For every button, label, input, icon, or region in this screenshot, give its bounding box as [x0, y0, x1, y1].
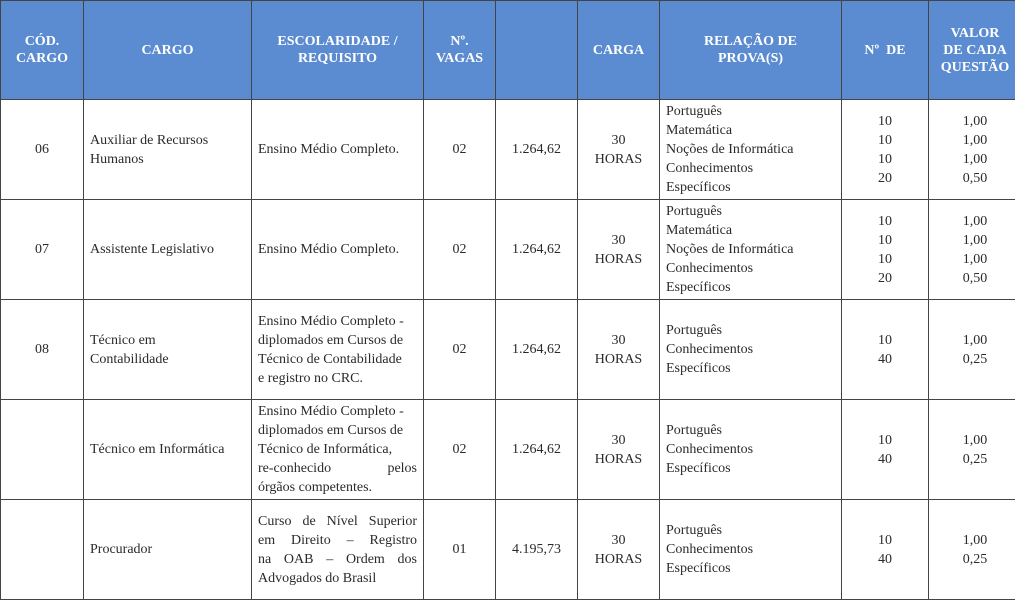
- carga-line: 30: [611, 432, 626, 448]
- salario-cell: 1.264,62: [496, 300, 578, 400]
- header-line: REQUISITO: [297, 51, 378, 66]
- nde-line: 10: [878, 251, 892, 267]
- header-vagas: [424, 1, 496, 100]
- table-row: [1, 300, 1015, 400]
- escolaridade-line: órgãos competentes.: [258, 480, 373, 495]
- header-line: PROVA(S): [717, 51, 784, 66]
- escolaridade-line: Advogados do Brasil: [258, 570, 377, 586]
- cargo-line: Contabilidade: [90, 351, 169, 367]
- escolaridade-line: Curso de Nível Superior: [258, 513, 417, 529]
- nde-cell: [842, 500, 929, 600]
- header-salario: [496, 1, 578, 100]
- prova-line: Específicos: [666, 361, 731, 376]
- carga-cell: [578, 100, 660, 200]
- escolaridade-line: e registro no CRC.: [258, 370, 363, 386]
- escolaridade-cell: [252, 400, 424, 500]
- valor-line: 1,00: [962, 132, 988, 148]
- header-nde: [842, 1, 929, 100]
- valor-cell: [929, 400, 1015, 500]
- nde-line: 10: [878, 432, 892, 448]
- prova-line: Português: [666, 323, 722, 338]
- header-line: CARGO: [15, 51, 69, 66]
- nde-line: 10: [878, 113, 892, 129]
- cargo-cell: [84, 400, 252, 500]
- cargo-cell: [84, 500, 252, 600]
- escolaridade-line: Ensino Médio Completo.: [258, 242, 400, 257]
- header-cargo: [84, 1, 252, 100]
- escolaridade-line: re-conhecido pelos: [258, 461, 417, 476]
- cargo-cell: [84, 100, 252, 200]
- prova-line: Noções de Informática: [666, 142, 794, 157]
- header-cod: [1, 1, 84, 100]
- prova-cell: [660, 400, 842, 500]
- nde-cell: [842, 300, 929, 400]
- prova-line: Específicos: [666, 280, 731, 295]
- table-row: [1, 100, 1015, 200]
- valor-cell: [929, 300, 1015, 400]
- header-line: CÓD.: [24, 34, 60, 49]
- vagas-cell: 02: [424, 400, 496, 500]
- valor-line: 1,00: [962, 232, 988, 248]
- cod-cell: 06: [1, 100, 84, 200]
- nde-line: 20: [878, 270, 892, 286]
- escolaridade-line: diplomados em Cursos de: [258, 423, 404, 438]
- cargo-cell: [84, 200, 252, 300]
- header-line: QUESTÃO: [940, 59, 1010, 75]
- valor-cell: [929, 200, 1015, 300]
- carga-line: HORAS: [594, 551, 643, 567]
- escolaridade-cell: [252, 500, 424, 600]
- nde-line: 10: [878, 232, 892, 248]
- valor-line: 1,00: [962, 432, 988, 448]
- carga-line: 30: [611, 332, 626, 348]
- prova-cell: [660, 100, 842, 200]
- cod-cell: 07: [1, 200, 84, 300]
- header-line: DE CADA: [943, 42, 1007, 58]
- valor-cell: [929, 500, 1015, 600]
- header-escolaridade: [252, 1, 424, 100]
- prova-line: Conhecimentos: [666, 542, 754, 557]
- carga-cell: [578, 400, 660, 500]
- prova-line: Conhecimentos: [666, 261, 754, 276]
- escolaridade-line: Ensino Médio Completo.: [258, 142, 400, 157]
- cargo-line: Assistente Legislativo: [90, 242, 215, 257]
- escolaridade-line: Ensino Médio Completo -: [258, 404, 404, 419]
- nde-line: 10: [878, 532, 892, 548]
- header-carga: [578, 1, 660, 100]
- carga-cell: [578, 300, 660, 400]
- prova-line: Específicos: [666, 561, 731, 576]
- prova-line: Conhecimentos: [666, 442, 754, 457]
- prova-line: Português: [666, 104, 722, 119]
- header-prova: [660, 1, 842, 100]
- header-line: CARGA: [592, 42, 645, 58]
- valor-line: 1,00: [962, 151, 988, 167]
- salario-cell: 4.195,73: [496, 500, 578, 600]
- valor-line: 1,00: [962, 213, 988, 229]
- carga-line: 30: [611, 132, 626, 148]
- cod-cell: [1, 500, 84, 600]
- prova-line: Noções de Informática: [666, 242, 794, 257]
- carga-line: 30: [611, 232, 626, 248]
- escolaridade-line: diplomados em Cursos de: [258, 332, 404, 348]
- cod-cell: [1, 400, 84, 500]
- escolaridade-line: em Direito – Registro: [258, 532, 417, 548]
- vagas-cell: 02: [424, 100, 496, 200]
- header-line: VAGAS: [435, 51, 484, 66]
- header-line: CARGO: [141, 42, 194, 58]
- carga-line: HORAS: [594, 151, 643, 167]
- valor-line: 0,50: [962, 270, 988, 286]
- table-row: [1, 500, 1015, 600]
- prova-line: Matemática: [666, 123, 733, 138]
- prova-line: Português: [666, 423, 722, 438]
- header-line: Nº.: [450, 34, 469, 49]
- vagas-cell: 02: [424, 200, 496, 300]
- prova-cell: [660, 500, 842, 600]
- cod-cell: 08: [1, 300, 84, 400]
- carga-line: HORAS: [594, 351, 643, 367]
- valor-line: 0,25: [962, 551, 988, 567]
- carga-cell: [578, 500, 660, 600]
- valor-line: 1,00: [962, 532, 988, 548]
- header-line: Nº DE: [864, 42, 906, 58]
- salario-cell: 1.264,62: [496, 200, 578, 300]
- prova-line: Português: [666, 204, 722, 219]
- carga-line: HORAS: [594, 251, 643, 267]
- header-line: VALOR: [950, 25, 1000, 41]
- escolaridade-cell: [252, 100, 424, 200]
- header-row: [1, 1, 1015, 100]
- escolaridade-cell: [252, 300, 424, 400]
- prova-line: Específicos: [666, 461, 731, 476]
- cargo-line: Técnico em: [90, 332, 156, 348]
- nde-line: 40: [878, 351, 892, 367]
- prova-line: Português: [666, 523, 722, 538]
- cargo-line: Humanos: [90, 151, 144, 167]
- header-line: RELAÇÃO DE: [704, 34, 797, 49]
- nde-cell: [842, 200, 929, 300]
- escolaridade-line: Ensino Médio Completo -: [258, 313, 404, 329]
- valor-cell: [929, 100, 1015, 200]
- salario-cell: 1.264,62: [496, 400, 578, 500]
- valor-line: 1,00: [962, 251, 988, 267]
- cargo-line: Técnico em Informática: [90, 442, 225, 457]
- valor-line: 0,50: [962, 170, 988, 186]
- nde-line: 10: [878, 132, 892, 148]
- cargo-line: Procurador: [90, 542, 153, 557]
- prova-line: Matemática: [666, 223, 733, 238]
- escolaridade-line: Técnico de Informática,: [258, 442, 393, 457]
- table-row: [1, 200, 1015, 300]
- nde-line: 40: [878, 451, 892, 467]
- nde-line: 10: [878, 213, 892, 229]
- escolaridade-line: na OAB – Ordem dos: [258, 551, 417, 567]
- header-valor: [929, 1, 1015, 100]
- prova-line: Conhecimentos: [666, 161, 754, 176]
- nde-line: 20: [878, 170, 892, 186]
- nde-cell: [842, 100, 929, 200]
- cargo-cell: [84, 300, 252, 400]
- escolaridade-line: Técnico de Contabilidade: [258, 351, 402, 367]
- escolaridade-cell: [252, 200, 424, 300]
- vagas-cell: 02: [424, 300, 496, 400]
- nde-line: 10: [878, 151, 892, 167]
- prova-cell: [660, 200, 842, 300]
- nde-cell: [842, 400, 929, 500]
- table-row: [1, 400, 1015, 500]
- prova-line: Específicos: [666, 180, 731, 195]
- carga-line: 30: [611, 532, 626, 548]
- valor-line: 1,00: [962, 332, 988, 348]
- valor-line: 0,25: [962, 451, 988, 467]
- cargo-line: Auxiliar de Recursos: [90, 132, 209, 148]
- nde-line: 40: [878, 551, 892, 567]
- prova-line: Conhecimentos: [666, 342, 754, 357]
- valor-line: 0,25: [962, 351, 988, 367]
- vagas-cell: 01: [424, 500, 496, 600]
- carga-line: HORAS: [594, 451, 643, 467]
- header-line: ESCOLARIDADE /: [277, 34, 398, 49]
- salario-cell: 1.264,62: [496, 100, 578, 200]
- nde-line: 10: [878, 332, 892, 348]
- prova-cell: [660, 300, 842, 400]
- valor-line: 1,00: [962, 113, 988, 129]
- carga-cell: [578, 200, 660, 300]
